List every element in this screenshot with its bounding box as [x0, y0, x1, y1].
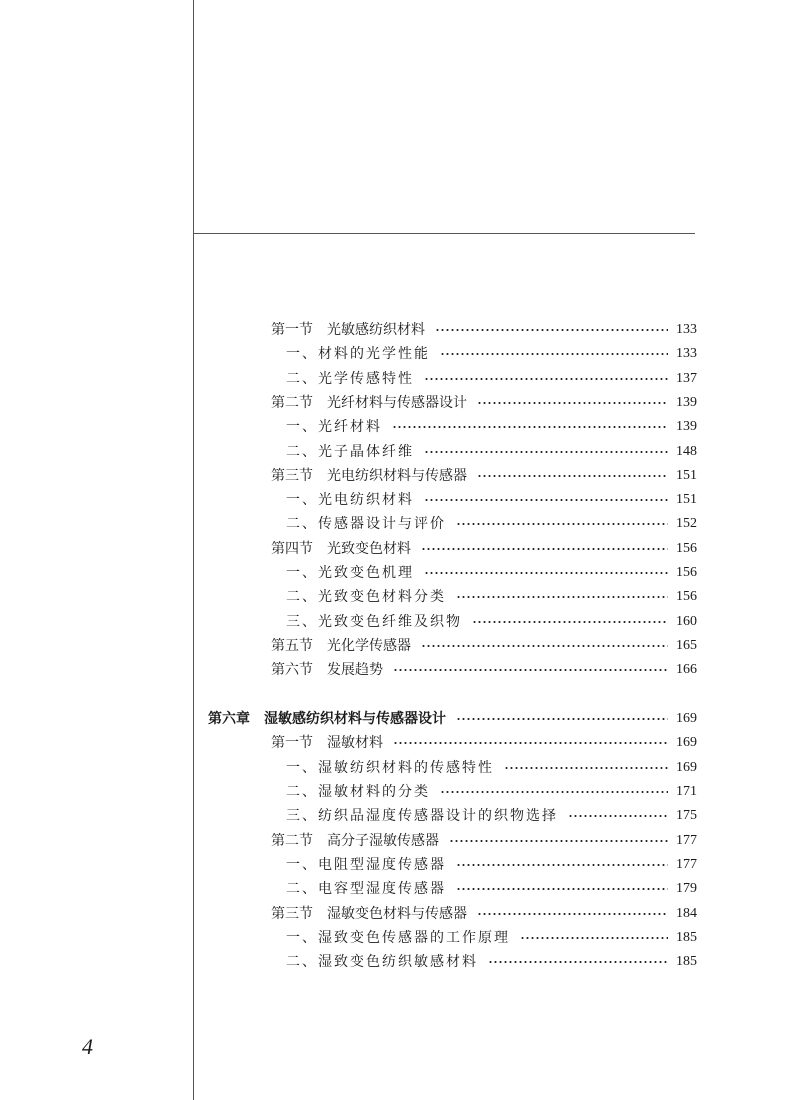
toc-entry[interactable]	[286, 926, 697, 950]
toc-entry[interactable]	[286, 415, 697, 439]
toc-entry-page: 152	[676, 516, 697, 531]
toc-entry-page: 137	[676, 371, 697, 386]
leader-dots	[456, 595, 668, 599]
toc-entry-label: 三、纺织品湿度传感器设计的织物选择	[286, 808, 558, 824]
toc-entry-label: 二、湿敏材料的分类	[286, 784, 430, 800]
toc-entry[interactable]	[271, 902, 697, 926]
leader-dots	[477, 912, 668, 916]
leader-dots	[424, 377, 668, 381]
toc-entry-page: 148	[676, 444, 697, 459]
toc-entry-label: 一、光电纺织材料	[286, 492, 414, 508]
leader-dots	[520, 936, 668, 940]
toc-entry-label: 二、传感器设计与评价	[286, 516, 446, 532]
toc-entry-page: 151	[676, 468, 697, 483]
toc-entry[interactable]	[271, 391, 697, 415]
toc-entry[interactable]	[286, 804, 697, 828]
toc-entry-page: 185	[676, 930, 697, 945]
toc-entry[interactable]	[286, 561, 697, 585]
toc-entry[interactable]	[286, 512, 697, 536]
leader-dots	[421, 644, 668, 648]
toc-entry-page: 171	[676, 784, 697, 799]
leader-dots	[456, 717, 668, 721]
leader-dots	[424, 571, 668, 575]
toc-entry-label: 一、光纤材料	[286, 419, 382, 435]
toc-entry-page: 133	[676, 346, 697, 361]
leader-dots	[488, 960, 668, 964]
leader-dots	[440, 352, 668, 356]
leader-dots	[421, 547, 668, 551]
toc-entry-label: 第一节 光敏感纺织材料	[271, 322, 425, 338]
toc-entry[interactable]	[271, 318, 697, 342]
toc-entry-page: 169	[676, 711, 697, 726]
toc-entry[interactable]	[286, 610, 697, 634]
toc-entry-page: 185	[676, 954, 697, 969]
toc-entry-page: 177	[676, 833, 697, 848]
toc-entry-page: 139	[676, 395, 697, 410]
leader-dots	[393, 741, 668, 745]
toc-entry-label: 一、湿敏纺织材料的传感特性	[286, 760, 494, 776]
leader-dots	[504, 766, 668, 770]
toc-entry[interactable]	[286, 440, 697, 464]
toc-entry-label: 二、光致变色材料分类	[286, 589, 446, 605]
toc-entry-label: 一、光致变色机理	[286, 565, 414, 581]
toc-entry-page: 151	[676, 492, 697, 507]
toc-entry-label: 第三节 湿敏变色材料与传感器	[271, 906, 467, 922]
leader-dots	[449, 839, 668, 843]
toc-entry-page: 139	[676, 419, 697, 434]
toc-entry-label: 第四节 光致变色材料	[271, 541, 411, 557]
toc-entry-page: 133	[676, 322, 697, 337]
leader-dots	[477, 474, 668, 478]
toc-entry[interactable]	[286, 342, 697, 366]
leader-dots	[424, 450, 668, 454]
toc-entry-label: 三、光致变色纤维及织物	[286, 614, 462, 630]
toc-entry-page: 179	[676, 881, 697, 896]
toc-chapter-entry[interactable]	[208, 707, 697, 731]
toc-entry-label: 二、湿致变色纺织敏感材料	[286, 954, 478, 970]
toc-entry-page: 175	[676, 808, 697, 823]
leader-dots	[477, 401, 668, 405]
toc-entry-label: 第六节 发展趋势	[271, 662, 383, 678]
page-number: 4	[82, 1034, 93, 1059]
toc-entry-page: 177	[676, 857, 697, 872]
toc-entry[interactable]	[271, 464, 697, 488]
toc-entry-page: 160	[676, 614, 697, 629]
toc-entry[interactable]	[271, 634, 697, 658]
toc-entry-label: 第六章 湿敏感纺织材料与传感器设计	[208, 711, 446, 727]
leader-dots	[440, 790, 668, 794]
toc-entry-label: 一、湿致变色传感器的工作原理	[286, 930, 510, 946]
toc-entry-label: 一、电阻型湿度传感器	[286, 857, 446, 873]
leader-dots	[568, 814, 668, 818]
leader-dots	[456, 522, 668, 526]
leader-dots	[456, 887, 668, 891]
toc-entry-page: 169	[676, 760, 697, 775]
toc-entry[interactable]	[286, 756, 697, 780]
toc-entry[interactable]	[271, 537, 697, 561]
toc-entry[interactable]	[271, 731, 697, 755]
toc-entry-label: 二、光子晶体纤维	[286, 444, 414, 460]
toc-entry[interactable]	[286, 585, 697, 609]
toc-entry-label: 第二节 高分子湿敏传感器	[271, 833, 439, 849]
toc-entry[interactable]	[286, 488, 697, 512]
toc-entry-page: 166	[676, 662, 697, 677]
toc-entry-page: 184	[676, 906, 697, 921]
toc-entry[interactable]	[286, 853, 697, 877]
toc-entry-label: 一、材料的光学性能	[286, 346, 430, 362]
toc-entry-label: 二、光学传感特性	[286, 371, 414, 387]
toc-entry-page: 156	[676, 589, 697, 604]
leader-dots	[456, 863, 668, 867]
leader-dots	[393, 668, 668, 672]
toc-entry-label: 第三节 光电纺织材料与传感器	[271, 468, 467, 484]
toc-entry-page: 169	[676, 735, 697, 750]
leader-dots	[392, 425, 668, 429]
toc-entry-label: 第二节 光纤材料与传感器设计	[271, 395, 467, 411]
toc-entry-page: 156	[676, 541, 697, 556]
toc-entry-label: 第五节 光化学传感器	[271, 638, 411, 654]
toc-entry[interactable]	[271, 658, 697, 682]
leader-dots	[435, 328, 668, 332]
toc-entry[interactable]	[286, 367, 697, 391]
toc-entry[interactable]	[271, 829, 697, 853]
toc-entry-label: 二、电容型湿度传感器	[286, 881, 446, 897]
toc-entry[interactable]	[286, 780, 697, 804]
leader-dots	[424, 498, 668, 502]
toc-entry[interactable]	[286, 877, 697, 901]
toc-entry-page: 156	[676, 565, 697, 580]
toc-entry-page: 165	[676, 638, 697, 653]
toc-entry[interactable]	[286, 950, 697, 974]
toc-entry-label: 第一节 湿敏材料	[271, 735, 383, 751]
leader-dots	[472, 620, 668, 624]
